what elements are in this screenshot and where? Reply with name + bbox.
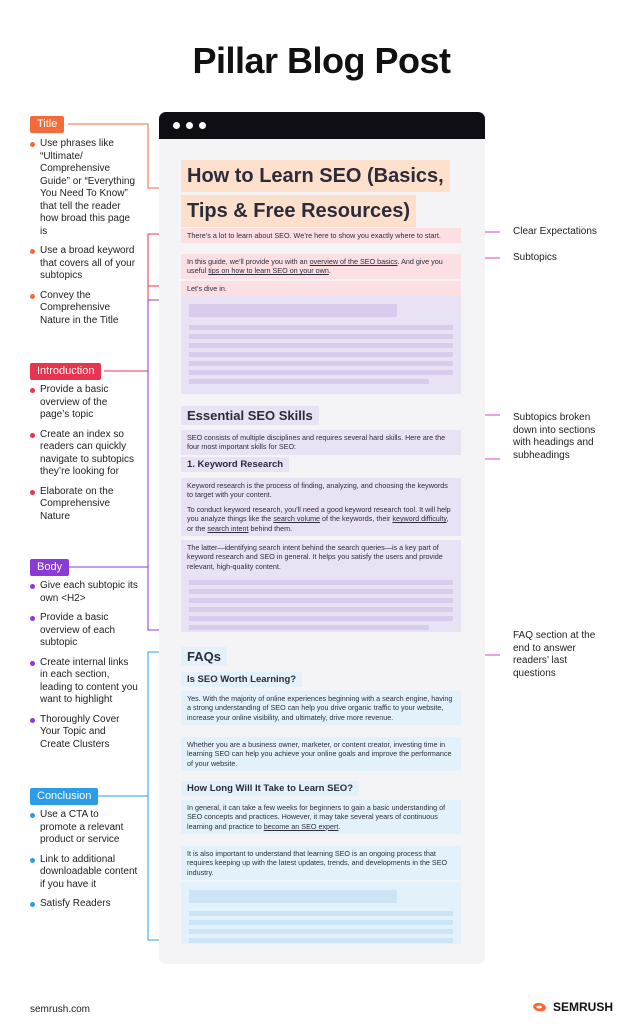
content-placeholder <box>181 296 461 394</box>
heading-keyword-research: 1. Keyword Research <box>181 457 289 472</box>
text: In this guide, we’ll provide you with an <box>187 257 310 266</box>
list-item: Use a broad keyword that covers all of your subtopics <box>30 245 138 283</box>
semrush-logo <box>531 1000 613 1014</box>
skills-paragraph: SEO consists of multiple disciplines and requires several hard skills. Here are the four most important skills for SEO: <box>181 430 461 455</box>
intro-bullets <box>30 384 138 530</box>
conclusion-bullets <box>30 809 138 918</box>
text: In general, it can take a few weeks for beginners to gain a basic understanding of SEO concepts and practices. However, it may take several years of continuous learning and practice to <box>187 803 446 831</box>
page-title: Pillar Blog Post <box>192 40 451 81</box>
title-tag: Title <box>30 116 64 133</box>
text: . <box>328 266 331 276</box>
link-keyword-difficulty[interactable]: keyword difficulty <box>392 514 447 524</box>
list-item: Create internal links in each section, leading to content you want to highlight <box>30 657 138 707</box>
link-search-intent[interactable]: search intent <box>207 523 249 533</box>
browser-titlebar <box>159 112 485 139</box>
keyword-paragraph-2 <box>181 502 461 536</box>
label-subtopics-broken: Subtopics broken down into sections with headings and subheadings <box>513 412 596 461</box>
conclusion-tag: Conclusion <box>30 788 98 805</box>
text: of the keywords, their <box>320 514 393 524</box>
keyword-paragraph-3: The latter—identifying search intent behind the search queries—is a key part of keyword research and SEO in general. It helps you satisfy the users and provide relevant, high-quality content. <box>181 540 461 574</box>
footer-brand: SEMRUSH <box>552 1000 613 1014</box>
list-item: Use phrases like “Ultimate/ Comprehensive Guide” or “Everything You Need To Know” that tell the reader how broad this page is <box>30 138 138 238</box>
text: . And give you useful <box>187 257 443 276</box>
heading-essential-skills: Essential SEO Skills <box>181 406 319 425</box>
keyword-paragraph-1: Keyword research is the process of finding, analyzing, and choosing the keywords to target with your content. <box>181 478 461 503</box>
link-learn-seo-tips[interactable]: tips on how to learn SEO on your own <box>208 266 329 276</box>
intro-paragraph-3: Let’s dive in. <box>181 281 461 296</box>
link-become-seo-expert[interactable]: become an SEO expert <box>263 821 339 831</box>
heading-faqs: FAQs <box>181 647 227 666</box>
label-subtopics: Subtopics <box>513 252 557 263</box>
intro-paragraph-2 <box>181 254 461 279</box>
list-item: Provide a basic overview of the page’s topic <box>30 384 138 422</box>
text: To conduct keyword research, you’ll need a good keyword research tool. It will help you analyze things like the <box>187 505 451 524</box>
list-item: Elaborate on the Comprehensive Nature <box>30 486 138 524</box>
label-faq-section: FAQ section at the end to answer readers’ last questions <box>513 630 596 679</box>
faq-answer-2 <box>181 800 461 834</box>
semrush-logo-icon <box>531 1001 549 1013</box>
list-item: Link to additional downloadable content if you have it <box>30 854 138 892</box>
list-item: Satisfy Readers <box>30 898 138 911</box>
faq-answer-1b: Whether you are a business owner, marketer, or content creator, investing time in learning SEO can help you achieve your online goals and improve the performance of your website. <box>181 737 461 771</box>
heading-faq-q2: How Long Will It Take to Learn SEO? <box>181 781 359 796</box>
title-bullets <box>30 138 138 334</box>
list-item: Provide a basic overview of each subtopic <box>30 612 138 650</box>
list-item: Create an index so readers can quickly navigate to subtopics they’re looking for <box>30 429 138 479</box>
footer-site: semrush.com <box>30 1004 91 1015</box>
post-title-line1: How to Learn SEO (Basics, <box>181 160 450 192</box>
body-bullets <box>30 580 138 758</box>
list-item: Thoroughly Cover Your Topic and Create Clusters <box>30 714 138 752</box>
list-item: Give each subtopic its own <H2> <box>30 580 138 605</box>
content-placeholder <box>181 574 461 632</box>
post-title-line2: Tips & Free Resources) <box>181 195 416 227</box>
faq-answer-2b: It is also important to understand that learning SEO is an ongoing process that requires keeping up with the latest updates, trends, and developments in the SEO industry. <box>181 846 461 880</box>
text: , or the <box>187 514 449 533</box>
body-tag: Body <box>30 559 69 576</box>
list-item: Convey the Comprehensive Nature in the Title <box>30 290 138 328</box>
faq-answer-1: Yes. With the majority of online experiences beginning with a search engine, having a strong understanding of SEO can help you drive organic traffic to your website, increase your online visibility, and ultimately, drive more revenue. <box>181 691 461 725</box>
text: behind them. <box>248 523 293 533</box>
intro-paragraph: There’s a lot to learn about SEO. We’re here to show you exactly where to start. <box>181 228 461 243</box>
link-seo-basics[interactable]: overview of the SEO basics <box>309 257 398 266</box>
intro-tag: Introduction <box>30 363 101 380</box>
link-search-volume[interactable]: search volume <box>273 514 321 524</box>
text: . <box>338 821 341 831</box>
content-placeholder <box>181 882 461 944</box>
heading-faq-q1: Is SEO Worth Learning? <box>181 672 302 687</box>
post-title <box>181 160 450 230</box>
window-dot-icon <box>199 122 206 129</box>
list-item: Use a CTA to promote a relevant product or service <box>30 809 138 847</box>
label-clear-expectations: Clear Expectations <box>513 226 597 237</box>
window-dot-icon <box>186 122 193 129</box>
window-dot-icon <box>173 122 180 129</box>
